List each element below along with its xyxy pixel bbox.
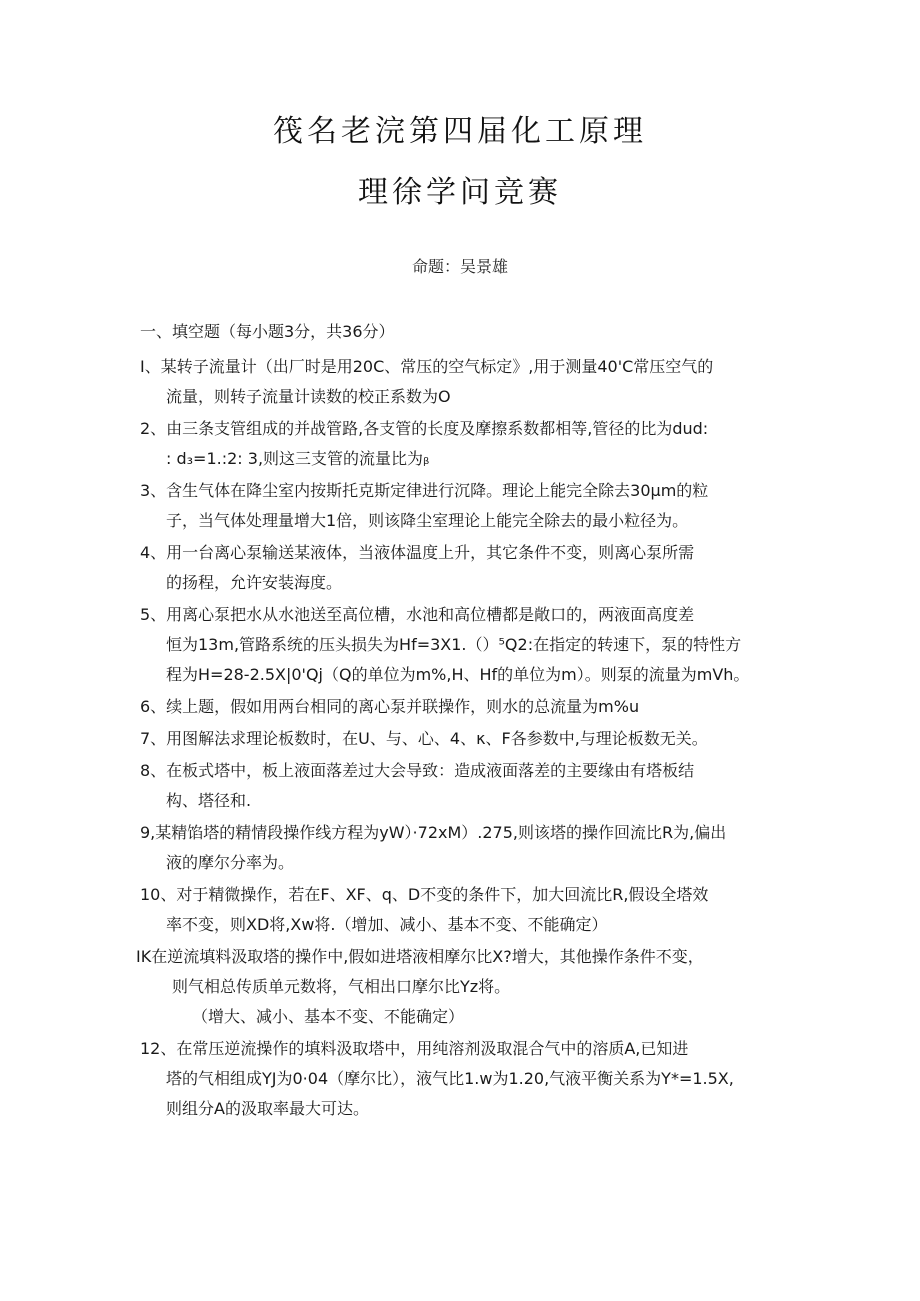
question-9-line-1: 9,某精馅塔的精情段操作线方程为yW）·72xM）.275,则该塔的操作回流比R为,偏出 [140, 823, 727, 842]
question-section [136, 320, 800, 1126]
question-6-line-1: 6、续上题，假如用两台相同的离心泵并联操作，则水的总流量为m%u [140, 697, 640, 716]
question-11-line-1: IK在逆流填料汲取塔的操作中,假如进塔液相摩尔比X?增大，其他操作条件不变， [136, 947, 704, 966]
question-5-line-1: 5、用离心泵把水从水池送至高位槽，水池和高位槽都是敞口的，两液面高度差 [140, 605, 695, 624]
question-11-line-2: 则气相总传质单元数将，气相出口摩尔比Yz将。 [172, 977, 511, 996]
question-1-line-1: I、某转子流量计（出厂时是用20C、常压的空气标定》,用于测量40'C常压空气的 [140, 357, 714, 376]
question-4-line-1: 4、用一台离心泵输送某液体，当液体温度上升，其它条件不变，则离心泵所需 [140, 543, 695, 562]
question-3-line-1: 3、含生气体在降尘室内按斯托克斯定律进行沉降。理论上能完全除去30μm的粒 [140, 481, 709, 500]
question-10 [140, 880, 800, 940]
question-2-line-2: : d₃=1.:2: 3,则这三支管的流量比为ᵦ [166, 449, 430, 468]
question-11 [136, 942, 800, 1032]
question-8-line-1: 8、在板式塔中，板上液面落差过大会导致：造成液面落差的主要缘由有塔板结 [140, 761, 695, 780]
question-5 [140, 600, 800, 690]
title-line-1: 筏名老浣第四届化工原理 [273, 114, 647, 149]
question-12 [140, 1034, 800, 1124]
question-9-line-2: 液的摩尔分率为。 [166, 853, 295, 872]
question-10-line-2: 率不变，则XD将,Xw将.（增加、减小、基本不变、不能确定） [166, 915, 608, 934]
question-5-line-2: 恒为13m,管路系统的压头损失为Hf=3X1.（）⁵Q2:在指定的转速下，泵的特性方 [166, 635, 742, 654]
question-3 [140, 476, 800, 536]
question-5-line-3: 程为H=28-2.5X|0'Qj（Q的单位为m%,H、Hf的单位为m）。则泵的流量为mVh。 [166, 665, 750, 684]
question-8-line-2: 构、塔径和. [166, 791, 252, 810]
question-10-line-1: 10、对于精微操作，若在F、XF、q、D不变的条件下，加大回流比R,假设全塔效 [140, 885, 709, 904]
question-2-line-1: 2、由三条支管组成的并战管路,各支管的长度及摩擦系数都相等,管径的比为dud: [140, 419, 709, 438]
question-4-line-2: 的扬程，允许安装海度。 [166, 573, 343, 592]
question-9 [140, 818, 800, 878]
question-7 [140, 724, 800, 754]
question-4 [140, 538, 800, 598]
question-12-line-3: 则组分A的汲取率最大可达。 [166, 1099, 369, 1118]
section-heading: 一、填空题（每小题3分，共36分） [140, 322, 395, 341]
question-7-line-1: 7、用图解法求理论板数时，在U、与、心、4、κ、F各参数中,与理论板数无关。 [140, 729, 708, 748]
question-3-line-2: 子，当气体处理量增大1倍，则该降尘室理论上能完全除去的最小粒径为。 [166, 511, 689, 530]
question-12-line-2: 塔的气相组成YJ为0·04（摩尔比），液气比1.w为1.20,气液平衡关系为Y*=1.5X, [166, 1069, 734, 1088]
question-6 [140, 692, 800, 722]
question-12-line-1: 12、在常压逆流操作的填料汲取塔中，用纯溶剂汲取混合气中的溶质A,已知进 [140, 1039, 689, 1058]
question-1 [140, 352, 800, 412]
question-2 [140, 414, 800, 474]
author-line: 命题：吴景雄 [411, 257, 508, 276]
title-line-2: 理徐学问竞赛 [358, 175, 562, 210]
question-11-line-3: （增大、减小、基本不变、不能确定） [192, 1007, 465, 1026]
question-8 [140, 756, 800, 816]
question-1-line-2: 流量，则转子流量计读数的校正系数为O [166, 387, 451, 406]
